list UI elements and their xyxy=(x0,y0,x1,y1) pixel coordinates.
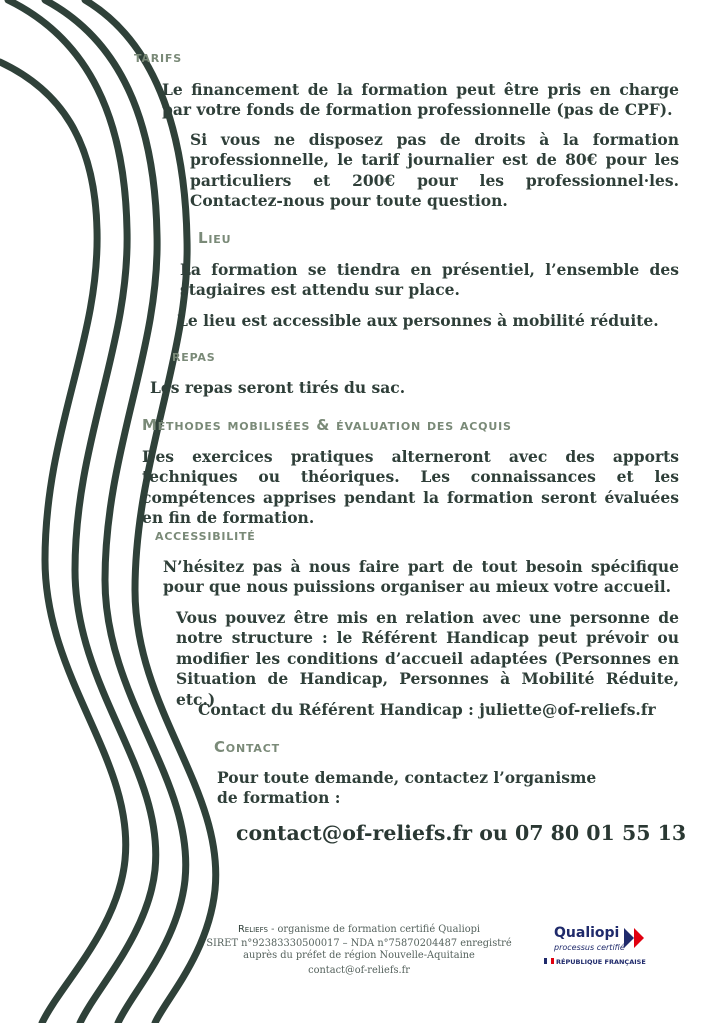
tarifs-paragraph-2: Si vous ne disposez pas de droits à la formation professionnelle, le tarif journalier est de 80€ pour les particuliers et 200€ pour les professionnel·les. Contactez-nous pour toute question. xyxy=(190,130,679,211)
tarifs-paragraph-1: Le financement de la formation peut être pris en charge par votre fonds de formation professionnelle (pas de CPF). xyxy=(162,80,679,120)
qualiopi-subtitle: processus certifié xyxy=(554,943,625,952)
contact-highlight: contact@of-reliefs.fr ou 07 80 01 55 13 xyxy=(236,821,687,845)
heading-repas: repas xyxy=(172,347,216,365)
lieu-paragraph-1: La formation se tiendra en présentiel, l’ensemble des stagiaires est attendu sur place. xyxy=(180,260,679,300)
heading-contact: Contact xyxy=(214,738,280,756)
lieu-paragraph-2: Le lieu est accessible aux personnes à mobilité réduite. xyxy=(177,311,659,330)
footer xyxy=(192,924,526,977)
footer-email: contact@of-reliefs.fr xyxy=(308,964,410,976)
french-flag-icon xyxy=(544,958,554,964)
footer-brand: Reliefs xyxy=(237,924,268,935)
footer-line-2: SIRET n°92383330500017 – NDA n°75870204487 enregistré auprès du préfet de région Nouvelle-Aquitaine xyxy=(206,937,512,961)
heading-lieu: Lieu xyxy=(198,229,232,247)
heading-methodes: Méthodes mobilisées & évaluation des acquis xyxy=(142,416,512,434)
referent-handicap-contact: Contact du Référent Handicap : juliette@of-reliefs.fr xyxy=(198,700,656,719)
contact-paragraph: Pour toute demande, contactez l’organisme de formation : xyxy=(217,768,597,808)
methodes-paragraph: Des exercices pratiques alterneront avec des apports techniques ou théoriques. Les connaissances et les compétences apprises pendant la formation seront évaluées en fin de formation. xyxy=(142,447,679,528)
qualiopi-arrows-icon xyxy=(622,926,652,950)
footer-tagline: - organisme de formation certifié Qualiopi xyxy=(267,924,481,935)
accessibilite-paragraph-2: Vous pouvez être mis en relation avec une personne de notre structure : le Référent Handicap peut prévoir ou modifier les conditions d’accueil adaptées (Personnes en Situation de Handicap, Personnes à Mobilité Réduite, etc.) xyxy=(176,608,679,709)
footer-line-1 xyxy=(192,924,526,937)
accessibilite-paragraph-1: N’hésitez pas à nous faire part de tout besoin spécifique pour que nous puissions organiser au mieux votre accueil. xyxy=(163,557,679,597)
heading-tarifs: tarifs xyxy=(134,48,182,66)
repas-paragraph: Les repas seront tirés du sac. xyxy=(150,378,406,397)
republique-francaise-label: RÉPUBLIQUE FRANÇAISE xyxy=(556,958,646,966)
qualiopi-title: Qualiopi xyxy=(554,925,620,941)
heading-accessibilite: accessibilité xyxy=(155,526,256,544)
qualiopi-logo xyxy=(552,925,652,969)
